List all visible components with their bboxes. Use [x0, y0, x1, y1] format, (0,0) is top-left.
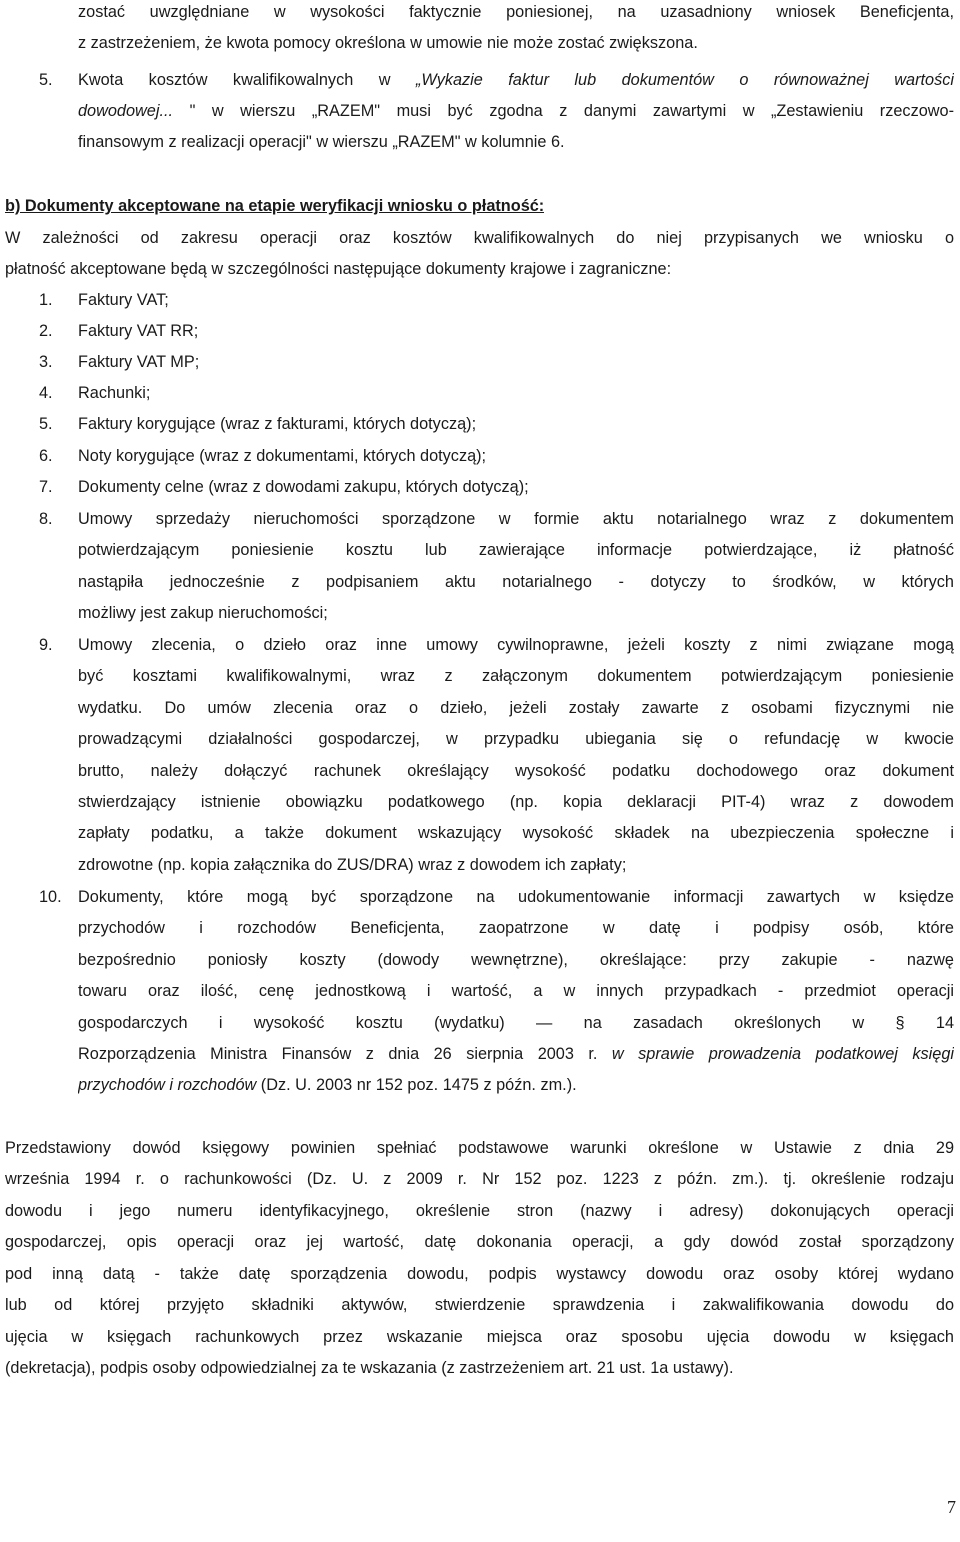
- list-item-line: brutto, należy dołączyć rachunek określający wysokość podatku dochodowego oraz dokument: [78, 762, 954, 780]
- list-item: Faktury korygujące (wraz z fakturami, których dotyczą);: [78, 415, 477, 433]
- list-number: 2.: [39, 322, 53, 340]
- list-item-line: zapłaty podatku, a także dokument wskazujący wysokość składek na ubezpieczenia społeczne i: [78, 824, 954, 842]
- list-item-line: prowadzącymi działalności gospodarczej, w przypadku ubiegania się o refundację w kwocie: [78, 730, 954, 748]
- paragraph-line: pod inną datą - także datę sporządzenia dowodu, podpis wystawcy dowodu oraz osoby której wydano: [5, 1265, 954, 1283]
- regulation-text: Rozporządzenia Ministra Finansów z dnia 26 sierpnia 2003 r.: [78, 1045, 612, 1063]
- list-number: 4.: [39, 384, 53, 402]
- paragraph-line: września 1994 r. o rachunkowości (Dz. U. z 2009 r. Nr 152 poz. 1223 z późn. zm.). tj. określenie rodzaju: [5, 1170, 954, 1188]
- point5-italic-text: dowodowej...: [78, 102, 174, 120]
- paragraph-line: lub od której przyjęto składniki aktywów, stwierdzenie sprawdzenia i zakwalifikowania dowodu do: [5, 1296, 954, 1314]
- list-item-line: towaru oraz ilość, cenę jednostkową i wartość, a w innych przypadkach - przedmiot operacji: [78, 982, 954, 1000]
- point5-text: Kwota kosztów kwalifikowalnych w: [78, 71, 416, 89]
- list-item-line: nastąpiła jednocześnie z podpisaniem aktu notarialnego - dotyczy to środków, w których: [78, 573, 954, 591]
- list-number: 10.: [39, 888, 62, 906]
- list-number: 1.: [39, 291, 53, 309]
- point5-text: " w wierszu „RAZEM" musi być zgodna z danymi zawartymi w „Zestawieniu rzeczowo-: [173, 102, 954, 120]
- point5-italic-text: „Wykazie faktur lub dokumentów o równoważnej wartości: [415, 71, 954, 89]
- list-item-line: możliwy jest zakup nieruchomości;: [78, 604, 328, 622]
- list-number: 9.: [39, 636, 53, 654]
- intro-line: z zastrzeżeniem, że kwota pomocy określona w umowie nie może zostać zwiększona.: [78, 34, 698, 52]
- list-item-line: stwierdzający istnienie obowiązku podatkowego (np. kopia deklaracji PIT-4) wraz z dowodem: [78, 793, 954, 811]
- list-item-line: zdrowotne (np. kopia załącznika do ZUS/DRA) wraz z dowodem ich zapłaty;: [78, 856, 627, 874]
- list-item: Noty korygujące (wraz z dokumentami, których dotyczą);: [78, 447, 487, 465]
- list-number: 3.: [39, 353, 53, 371]
- section-heading: b) Dokumenty akceptowane na etapie weryfikacji wniosku o płatność:: [5, 197, 545, 215]
- paragraph-line: ujęcia w księgach rachunkowych przez wskazanie miejsca oraz sposobu ujęcia dowodu w księgach: [5, 1328, 954, 1346]
- list-item: Faktury VAT RR;: [78, 322, 199, 340]
- paragraph-line: dowodu i jego numeru identyfikacyjnego, określenie stron (nazwy i adresy) dokonujących operacji: [5, 1202, 954, 1220]
- intro-line: zostać uwzględniane w wysokości faktycznie poniesionej, na uzasadniony wniosek Beneficjenta,: [78, 3, 954, 21]
- list-item-line: Dokumenty, które mogą być sporządzone na udokumentowanie informacji zawartych w księdze: [78, 888, 954, 906]
- list-item: Rachunki;: [78, 384, 151, 402]
- paragraph-line: (dekretacja), podpis osoby odpowiedzialnej za te wskazania (z zastrzeżeniem art. 21 ust. 1a ustawy).: [5, 1359, 734, 1377]
- list-item-line: [78, 1044, 954, 1064]
- point5-line: [78, 70, 954, 90]
- list-number: 6.: [39, 447, 53, 465]
- paragraph-line: gospodarczej, opis operacji oraz jej wartość, datę dokonania operacji, a gdy dowód został sporządzony: [5, 1233, 954, 1251]
- list-item-line: gospodarczych i wysokość kosztu (wydatku) — na zasadach określonych w § 14: [78, 1014, 954, 1032]
- list-number: 7.: [39, 478, 53, 496]
- list-number: 5.: [39, 415, 53, 433]
- list-item: Dokumenty celne (wraz z dowodami zakupu, których dotyczą);: [78, 478, 529, 496]
- list-number: 5.: [39, 71, 53, 89]
- section-intro-line: W zależności od zakresu operacji oraz kosztów kwalifikowalnych do niej przypisanych we wniosku o: [5, 229, 954, 247]
- point5-line: finansowym z realizacji operacji" w wierszu „RAZEM" w kolumnie 6.: [78, 133, 565, 151]
- regulation-title: w sprawie prowadzenia podatkowej księgi: [611, 1045, 954, 1063]
- paragraph-line: Przedstawiony dowód księgowy powinien spełniać podstawowe warunki określone w Ustawie z dnia 29: [5, 1139, 954, 1157]
- list-item-line: bezpośrednio poniosły koszty (dowody wewnętrzne), określające: przy zakupie - nazwę: [78, 951, 954, 969]
- list-item-line: Umowy zlecenia, o dzieło oraz inne umowy cywilnoprawne, jeżeli koszty z nimi związane mogą: [78, 636, 954, 654]
- list-item-line: być kosztami kwalifikowalnymi, wraz z załączonym dokumentem potwierdzającym poniesienie: [78, 667, 954, 685]
- list-number: 8.: [39, 510, 53, 528]
- regulation-citation: (Dz. U. 2003 nr 152 poz. 1475 z późn. zm.).: [256, 1076, 577, 1094]
- list-item-line: wydatku. Do umów zlecenia oraz o dzieło, jeżeli zostały zawarte z osobami fizycznymi nie: [78, 699, 954, 717]
- list-item-line: przychodów i rozchodów Beneficjenta, zaopatrzone w datę i podpisy osób, które: [78, 919, 954, 937]
- list-item: Faktury VAT MP;: [78, 353, 200, 371]
- point5-line: [78, 101, 954, 121]
- section-intro-line: płatność akceptowane będą w szczególności następujące dokumenty krajowe i zagraniczne:: [5, 260, 672, 278]
- list-item-line: potwierdzającym poniesienie kosztu lub zawierające informacje potwierdzające, iż płatność: [78, 541, 954, 559]
- list-item-line: [78, 1075, 577, 1095]
- regulation-title: przychodów i rozchodów: [78, 1076, 257, 1094]
- list-item-line: Umowy sprzedaży nieruchomości sporządzone w formie aktu notarialnego wraz z dokumentem: [78, 510, 954, 528]
- page-number: 7: [947, 1497, 956, 1517]
- list-item: Faktury VAT;: [78, 291, 169, 309]
